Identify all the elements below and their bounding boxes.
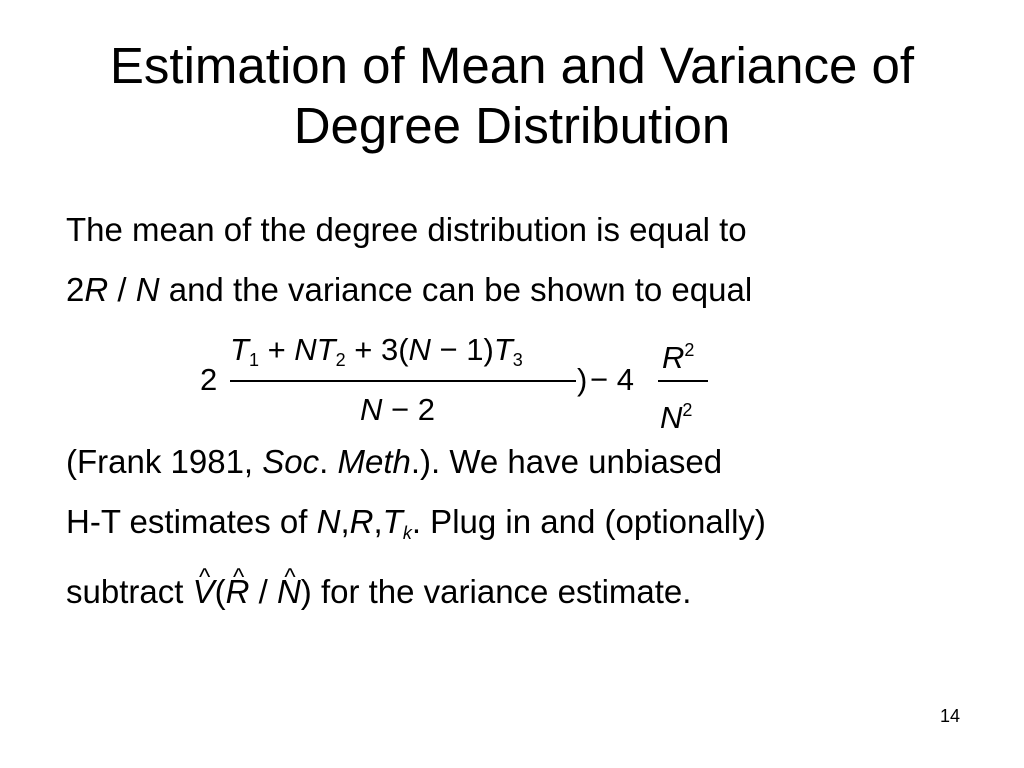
line3-dot: . (319, 443, 338, 480)
line3-rest: .). We have unbiased (410, 443, 723, 480)
line5-slash: / (249, 573, 277, 610)
body-line-1: The mean of the degree distribution is equal to (66, 211, 747, 248)
R-symbol: R (662, 340, 685, 375)
line2-R: R (84, 271, 109, 308)
line2-num: 2 (66, 271, 85, 308)
fraction-bar-right (658, 380, 708, 382)
line4-N: N (316, 503, 341, 540)
variance-formula (200, 330, 720, 435)
line5-N-hat: ^ N (277, 572, 301, 612)
line5-V-hat: ^ V (193, 572, 215, 612)
line4-R: R (349, 503, 374, 540)
num-plus1: + (258, 332, 295, 367)
fraction-bar-main (230, 380, 576, 382)
num-plus2: + 3( (345, 332, 409, 367)
formula-close-paren: ) (577, 362, 588, 397)
num-T1-sub: 1 (248, 350, 259, 370)
title-line-2: Degree Distribution (293, 97, 731, 154)
line4-rest: . Plug in and (optionally) (411, 503, 766, 540)
line3-pre: (Frank 1981, (66, 443, 263, 480)
line5-rest: ) for the variance estimate. (300, 573, 692, 610)
body-line-3 (66, 442, 722, 482)
line2-rest: and the variance can be shown to equal (159, 271, 753, 308)
line3-soc: Soc (262, 443, 320, 480)
num-T1: T (230, 332, 249, 367)
num-T3: T (493, 332, 513, 367)
num-N: N (408, 332, 431, 367)
body-line-2 (66, 270, 752, 310)
N-sup: 2 (682, 400, 693, 420)
page-number: 14 (940, 706, 961, 726)
line5-open: ( (214, 573, 226, 610)
num-NT2-sub: 2 (335, 350, 346, 370)
slide-title (0, 36, 1024, 156)
title-line-1: Estimation of Mean and Variance of (109, 37, 915, 94)
body-line-5 (66, 572, 691, 612)
line2-slash: / (108, 271, 136, 308)
num-T3-sub: 3 (512, 350, 523, 370)
den-N: N (360, 392, 383, 427)
num-NT2: NT (294, 332, 336, 367)
formula-numerator (230, 332, 523, 378)
num-minus: − 1) (430, 332, 494, 367)
formula-N2 (660, 392, 692, 436)
formula-minus4: − 4 (590, 362, 634, 397)
line4-pre: H-T estimates of (66, 503, 317, 540)
line4-comma1: , (340, 503, 350, 540)
body-line-4 (66, 502, 766, 553)
line4-comma2: , (373, 503, 383, 540)
line5-R-hat: ^ R (226, 572, 250, 612)
line5-pre: subtract (66, 573, 193, 610)
formula-R2 (662, 332, 694, 376)
line2-N: N (135, 271, 160, 308)
line3-meth: Meth (337, 443, 411, 480)
formula-lead: 2 (200, 362, 218, 397)
N-symbol: N (660, 400, 683, 435)
line4-T: T (382, 503, 403, 540)
line4-k: k (402, 523, 412, 543)
R-sup: 2 (684, 340, 695, 360)
den-rest: − 2 (382, 392, 435, 427)
formula-denominator (360, 392, 435, 428)
